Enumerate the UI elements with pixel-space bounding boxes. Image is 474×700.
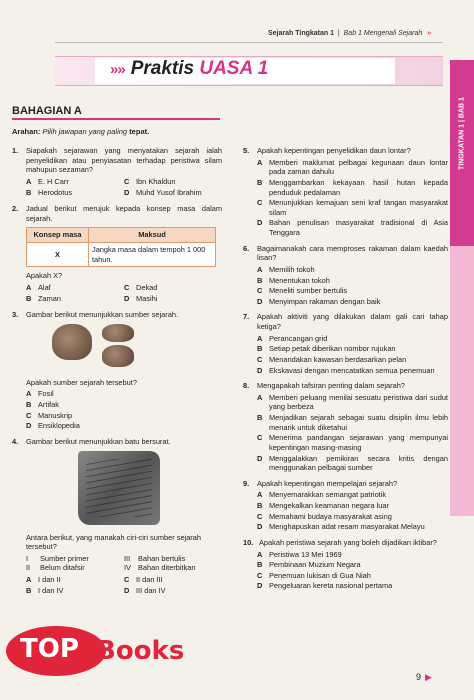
- option-a[interactable]: A Memberi peluang menilai sesuatu peristiwa dari sudut yang berbeza: [257, 392, 448, 412]
- question-5: 5. Apakah kepentingan penyelidikan daun lontar? A Memberi maklumat pelbagai kegunaan daun lontar pada zaman dahulu B Menggambarkan kekayaan hasil hutan kepada penduduk pedalaman C Menunjukkan kemajuan seni kraf tangan masyarakat silam D Bahan penulisan masyarakat tradisional di Asia Tenggara: [243, 146, 448, 237]
- option-c[interactable]: C Menerima pandangan sejarawan yang mempunyai kepentingan masing-masing: [257, 433, 448, 452]
- section-underline: [12, 118, 220, 120]
- question-7: 7. Apakah aktiviti yang dilakukan dalam gali cari tahap ketiga? A Perancangan grid B Setiap petak diberikan nombor rujukan C Menandakan kawasan berdasarkan pelan D Ekskavasi dengan mencatatkan semua penemuan: [243, 312, 448, 375]
- option-d[interactable]: D Menggalakkan pemikiran secara kritis dengan menggunakan pelbagai sumber: [257, 453, 448, 473]
- option-d[interactable]: D Muhd Yusof Ibrahim: [124, 187, 202, 197]
- chevron-icon: »»: [110, 61, 125, 78]
- right-column: [243, 146, 448, 597]
- page-title: »» Praktis UASA 1: [110, 58, 269, 79]
- question-9: 9. Apakah kepentingan mempelajari sejarah? A Menyemarakkan semangat patriotik B Mengekalkan keamanan negara luar C Memahami budaya masyarakat asing D Menghapuskan adat resam masyarakat Melayu: [243, 479, 448, 532]
- option-b[interactable]: B Artifak: [26, 400, 59, 409]
- option-a[interactable]: A Perancangan grid: [257, 333, 328, 343]
- pottery-image: [12, 324, 222, 370]
- topbooks-logo: TOP Books: [0, 606, 165, 696]
- header-subject: Sejarah: [268, 30, 294, 37]
- option-a[interactable]: A I dan II: [26, 575, 61, 584]
- side-tab: TINGKATAN 1 | BAB 1: [450, 60, 474, 246]
- question-4: 4. Gambar berikut menunjukkan batu bersurat. Antara berikut, yang manakah ciri-ciri sumber sejarah tersebut? I Sumber primer III Bahan bertulis II Belum ditafsir IV Bahan diterbitkan A I dan II C II dan III B I dan IV D III dan IV: [12, 437, 222, 596]
- header-chapter: Bab 1 Mengenali Sejarah: [343, 30, 423, 37]
- batu-bersurat-image: [78, 451, 160, 525]
- option-c[interactable]: C Meneliti sumber bertulis: [257, 286, 348, 296]
- pot-small-bottom: [102, 345, 134, 367]
- option-c[interactable]: C Penemuan lukisan di Gua Niah: [257, 570, 371, 580]
- option-a[interactable]: A E. H Carr: [26, 176, 69, 186]
- option-c[interactable]: C Manuskrip: [26, 410, 73, 420]
- option-d[interactable]: D Menghapuskan adat resam masyarakat Melayu: [257, 522, 425, 532]
- question-8: 8. Mengapakah tafsiran penting dalam sejarah? A Memberi peluang menilai sesuatu peristiwa dari sudut yang berbeza B Menjadikan sejarah sebagai suatu disiplin ilmu lebih menarik untuk diketahui C Menerima pandangan sejarawan yang mempunyai kepentingan masing-masing D Menggalakkan pemikiran secara kritis dengan menggunakan pelbagai sumber: [243, 381, 448, 473]
- header-arrow-icon: »: [427, 30, 432, 37]
- option-b[interactable]: B I dan IV: [26, 585, 64, 595]
- question-2: 2. Jadual berikut merujuk kepada konsep masa dalam sejarah. Konsep masa Maksud X Jangka masa dalam tempoh 1 000 tahun. Apakah X? A Alaf C Dekad B Zaman D Masihi: [12, 204, 222, 303]
- pot-small-top: [102, 324, 134, 342]
- option-b[interactable]: B Herodotus: [26, 187, 73, 197]
- option-b[interactable]: B Menggambarkan kekayaan hasil hutan kepada penduduk pedalaman: [257, 177, 448, 197]
- option-a[interactable]: A Fosil: [26, 389, 54, 399]
- side-tab-light: [450, 246, 474, 516]
- question-10: 10. Apakah peristiwa sejarah yang boleh dijadikan iktibar? A Peristiwa 13 Mei 1969 B Pembinaan Muzium Negara C Penemuan lukisan di Gua Niah D Pengeluaran kereta nasional pertama: [243, 538, 448, 591]
- option-c[interactable]: C Memahami budaya masyarakat asing: [257, 511, 392, 521]
- option-b[interactable]: B Zaman: [26, 293, 62, 303]
- page-number: 9 ▶: [416, 672, 432, 682]
- question-6: 6. Bagaimanakah cara memproses rakaman dalam kaedah lisan? A Memilih tokoh B Menentukan tokoh C Meneliti sumber bertulis D Menyimpan rakaman dengan baik: [243, 243, 448, 306]
- option-b[interactable]: B Menentukan tokoh: [257, 275, 330, 285]
- option-b[interactable]: B Pembinaan Muzium Negara: [257, 560, 361, 570]
- question-1: 1. Siapakah sejarawan yang menyatakan sejarah ialah penyelidikan atau penyiasatan terhadap peristiwa silam mahupun sezaman? A E. H Carr C Ibn Khaldun B Herodotus D Muhd Yusof Ibrahim: [12, 146, 222, 197]
- option-c[interactable]: C Ibn Khaldun: [124, 176, 176, 186]
- pot-large: [52, 324, 92, 360]
- option-a[interactable]: A Alaf: [26, 282, 51, 292]
- option-a[interactable]: A Memberi maklumat pelbagai kegunaan daun lontar pada zaman dahulu: [257, 157, 448, 177]
- option-d[interactable]: D Bahan penulisan masyarakat tradisional di Asia Tenggara: [257, 218, 448, 237]
- option-b[interactable]: B Mengekalkan keamanan negara luar: [257, 501, 389, 510]
- next-arrow-icon: ▶: [425, 672, 432, 682]
- konsep-masa-table: Konsep masa Maksud X Jangka masa dalam tempoh 1 000 tahun.: [26, 227, 216, 267]
- option-d[interactable]: D Masihi: [124, 293, 158, 303]
- header-divider: [55, 42, 443, 43]
- instructions: Arahan: Pilih jawapan yang paling tepat.: [12, 127, 150, 136]
- option-d[interactable]: D Menyimpan rakaman dengan baik: [257, 296, 381, 306]
- section-heading: BAHAGIAN A: [12, 105, 82, 117]
- option-d[interactable]: D Pengeluaran kereta nasional pertama: [257, 581, 393, 591]
- question-3: 3. Gambar berikut menunjukkan sumber sejarah. Apakah sumber sejarah tersebut? A Fosil B Artifak C Manuskrip D Ensiklopedia: [12, 310, 222, 431]
- header-form: Tingkatan 1: [295, 30, 335, 37]
- option-a[interactable]: A Memilih tokoh: [257, 264, 315, 274]
- option-d[interactable]: D Ensiklopedia: [26, 421, 80, 431]
- option-d[interactable]: D III dan IV: [124, 585, 166, 595]
- option-c[interactable]: C Menandakan kawasan berdasarkan pelan: [257, 354, 407, 364]
- option-d[interactable]: D Ekskavasi dengan mencatatkan semua penemuan: [257, 365, 435, 375]
- option-c[interactable]: C II dan III: [124, 575, 163, 584]
- left-column: [12, 146, 222, 602]
- option-b[interactable]: B Menjadikan sejarah sebagai suatu disiplin ilmu lebih menarik untuk diketahui: [257, 413, 448, 432]
- running-header: Sejarah Tingkatan 1 | Bab 1 Mengenali Sejarah »: [268, 30, 432, 37]
- option-c[interactable]: C Dekad: [124, 282, 158, 292]
- option-b[interactable]: B Setiap petak diberikan nombor rujukan: [257, 344, 396, 354]
- option-c[interactable]: C Menunjukkan kemajuan seni kraf tangan masyarakat silam: [257, 198, 448, 217]
- option-a[interactable]: A Menyemarakkan semangat patriotik: [257, 490, 387, 500]
- option-a[interactable]: A Peristiwa 13 Mei 1969: [257, 549, 342, 559]
